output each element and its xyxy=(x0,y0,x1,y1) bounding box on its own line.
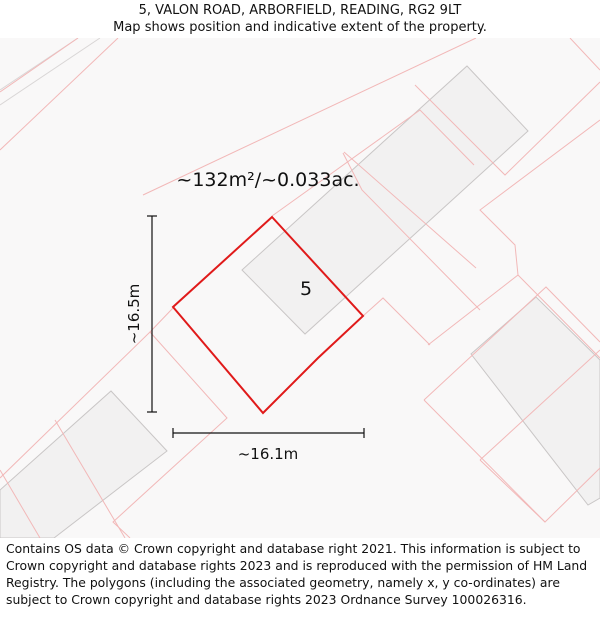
parcel-line xyxy=(0,38,118,150)
building-row-bottom-left xyxy=(0,391,167,538)
parcel-line xyxy=(570,38,600,70)
width-dimension xyxy=(173,428,364,438)
map-canvas[interactable] xyxy=(0,38,600,538)
map-subtitle: Map shows position and indicative extent of the property. xyxy=(113,20,487,35)
plot-number-label: 5 xyxy=(299,278,313,300)
parcel-line xyxy=(0,38,78,92)
property-address: 5, VALON ROAD, ARBORFIELD, READING, RG2 9LT xyxy=(138,3,462,18)
map-header xyxy=(0,0,600,40)
height-label: ~16.5m xyxy=(125,283,143,345)
map-attribution: Contains OS data © Crown copyright and database right 2021. This information is subject to Crown copyright and database rights 2023 and is reproduced with the permission of HM Land Registry. The polygons (including the associated geometry, namely x, y co-ordinates) are subject to Crown copyright and database rights 2023 Ordnance Survey 100026316. xyxy=(6,541,588,607)
building-row-bottom-right xyxy=(471,297,600,505)
map-svg xyxy=(0,38,600,538)
area-label: ~132m²/~0.033ac. xyxy=(176,169,360,191)
buildings xyxy=(0,66,600,538)
parcel-line xyxy=(363,298,430,345)
height-dimension xyxy=(147,216,157,412)
road-edges xyxy=(0,38,100,105)
building-row-centre xyxy=(242,66,528,334)
parcel-line xyxy=(480,460,545,522)
road-edge xyxy=(0,38,100,105)
parcel-line xyxy=(150,308,173,332)
width-label: ~16.1m xyxy=(237,445,299,463)
